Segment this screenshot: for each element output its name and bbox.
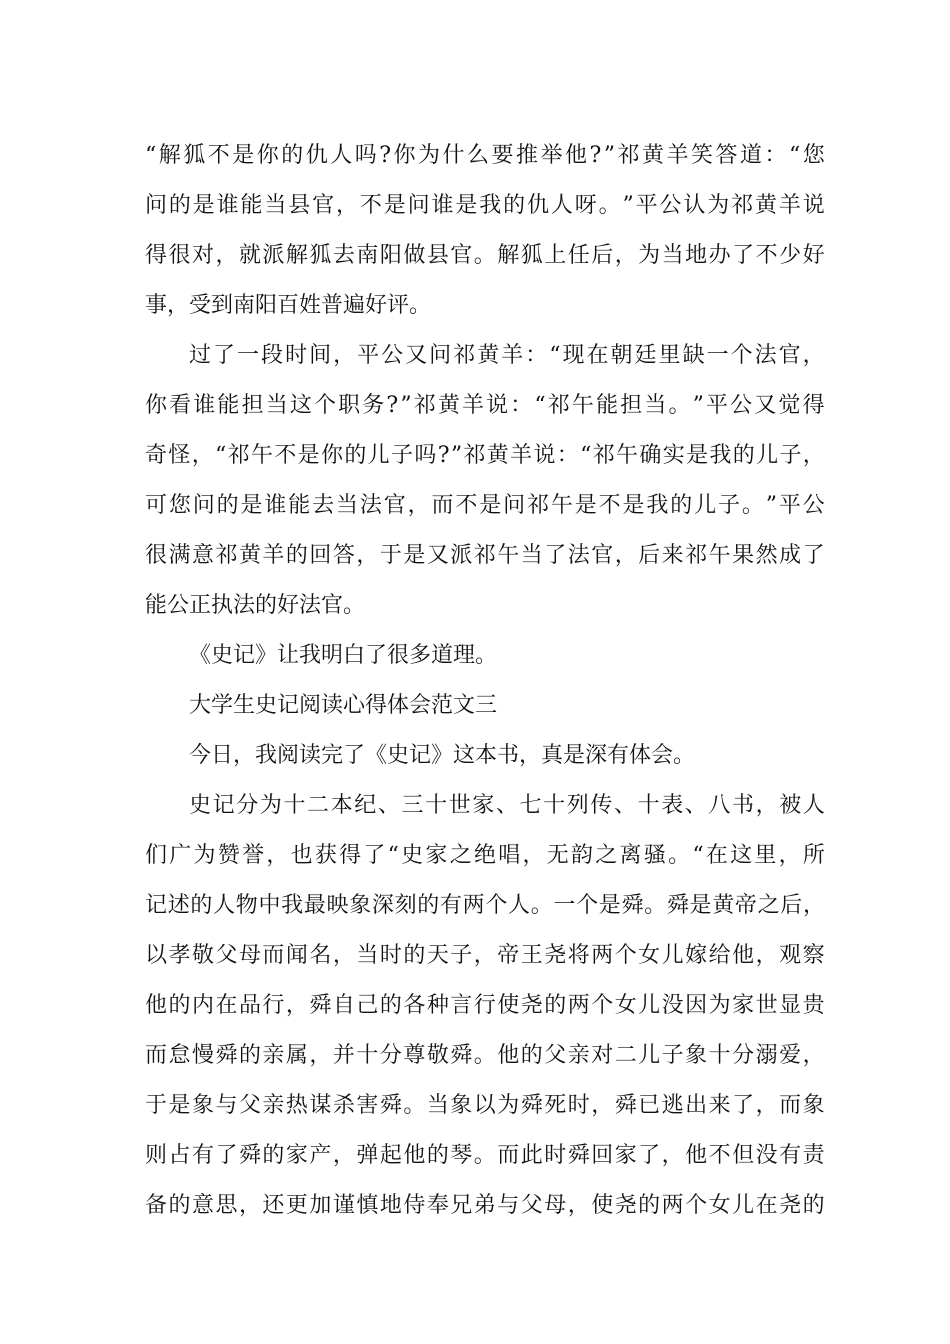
paragraph-5 bbox=[145, 731, 825, 781]
text-line: 以 孝 敬 父 母 而 闻 名 ， 当 时 的 天 子 ， 帝 王 尧 将 两 个 女 儿 嫁 给 他 ， 观 察 bbox=[145, 943, 825, 968]
paragraph-1 bbox=[145, 131, 825, 331]
text-line: 而 怠 慢 舜 的 亲 属 ， 并 十 分 尊 敬 舜 。 他 的 父 亲 对 二 儿 子 象 十 分 溺 爱 ， bbox=[145, 1043, 825, 1068]
text-line: 则 占 有 了 舜 的 家 产 ， 弹 起 他 的 琴 。 而 此 时 舜 回 家 了 ， 他 不 但 没 有 责 bbox=[145, 1143, 825, 1168]
text-line: 很 满 意 祁 黄 羊 的 回 答 ， 于 是 又 派 祁 午 当 了 法 官 ， 后 来 祁 午 果 然 成 了 bbox=[145, 543, 825, 568]
paragraph-6 bbox=[145, 781, 825, 1231]
text-line: 能公正执法的好法官。 bbox=[145, 593, 366, 618]
document-body bbox=[145, 131, 825, 1231]
text-line: 你 看 谁 能 担 当 这 个 职 务 ? ” 祁 黄 羊 说 ： “ 祁 午 能 担 当 。 ” 平 公 又 觉 得 bbox=[145, 393, 825, 418]
text-line: 们 广 为 赞 誉 ， 也 获 得 了 “ 史 家 之 绝 唱 ， 无 韵 之 离 骚 。 “ 在 这 里 ， 所 bbox=[145, 843, 825, 868]
text-line: 过 了 一 段 时 间 ， 平 公 又 问 祁 黄 羊 ： “ 现 在 朝 廷 里 缺 一 个 法 官 ， bbox=[189, 343, 825, 368]
text-line: 记 述 的 人 物 中 我 最 映 象 深 刻 的 有 两 个 人 。 一 个 是 舜 。 舜 是 黄 帝 之 后 ， bbox=[145, 893, 825, 918]
text-line: 奇 怪 ， “ 祁 午 不 是 你 的 儿 子 吗 ? ” 祁 黄 羊 说 ： “ 祁 午 确 实 是 我 的 儿 子 ， bbox=[145, 443, 825, 468]
text-line: 史 记 分 为 十 二 本 纪 、 三 十 世 家 、 七 十 列 传 、 十 表 、 八 书 ， 被 人 bbox=[189, 793, 825, 818]
text-line: 备 的 意 思 ， 还 更 加 谨 慎 地 侍 奉 兄 弟 与 父 母 ， 使 尧 的 两 个 女 儿 在 尧 的 bbox=[145, 1193, 825, 1218]
text-line: 事，受到南阳百姓普遍好评。 bbox=[145, 293, 432, 318]
section-heading bbox=[145, 681, 825, 731]
text-line: 《史记》让我明白了很多道理。 bbox=[189, 643, 498, 668]
paragraph-3 bbox=[145, 631, 825, 681]
text-line: 可 您 问 的 是 谁 能 去 当 法 官 ， 而 不 是 问 祁 午 是 不 是 我 的 儿 子 。 ” 平 公 bbox=[145, 493, 825, 518]
text-line: 问 的 是 谁 能 当 县 官 ， 不 是 问 谁 是 我 的 仇 人 呀 。 ” 平 公 认 为 祁 黄 羊 说 bbox=[145, 193, 825, 218]
text-line: 于 是 象 与 父 亲 热 谋 杀 害 舜 。 当 象 以 为 舜 死 时 ， 舜 已 逃 出 来 了 ， 而 象 bbox=[145, 1093, 825, 1118]
paragraph-2 bbox=[145, 331, 825, 631]
text-line: 得 很 对 ， 就 派 解 狐 去 南 阳 做 县 官 。 解 狐 上 任 后 ， 为 当 地 办 了 不 少 好 bbox=[145, 243, 825, 268]
text-line: 他 的 内 在 品 行 ， 舜 自 己 的 各 种 言 行 使 尧 的 两 个 女 儿 没 因 为 家 世 显 贵 bbox=[145, 993, 825, 1018]
text-line: “ 解 狐 不 是 你 的 仇 人 吗 ? 你 为 什 么 要 推 举 他 ? ” 祁 黄 羊 笑 答 道 ： “ 您 bbox=[145, 143, 825, 168]
text-line: 今日，我阅读完了《史记》这本书，真是深有体会。 bbox=[189, 743, 696, 768]
section-heading-text: 大学生史记阅读心得体会范文三 bbox=[189, 693, 498, 718]
